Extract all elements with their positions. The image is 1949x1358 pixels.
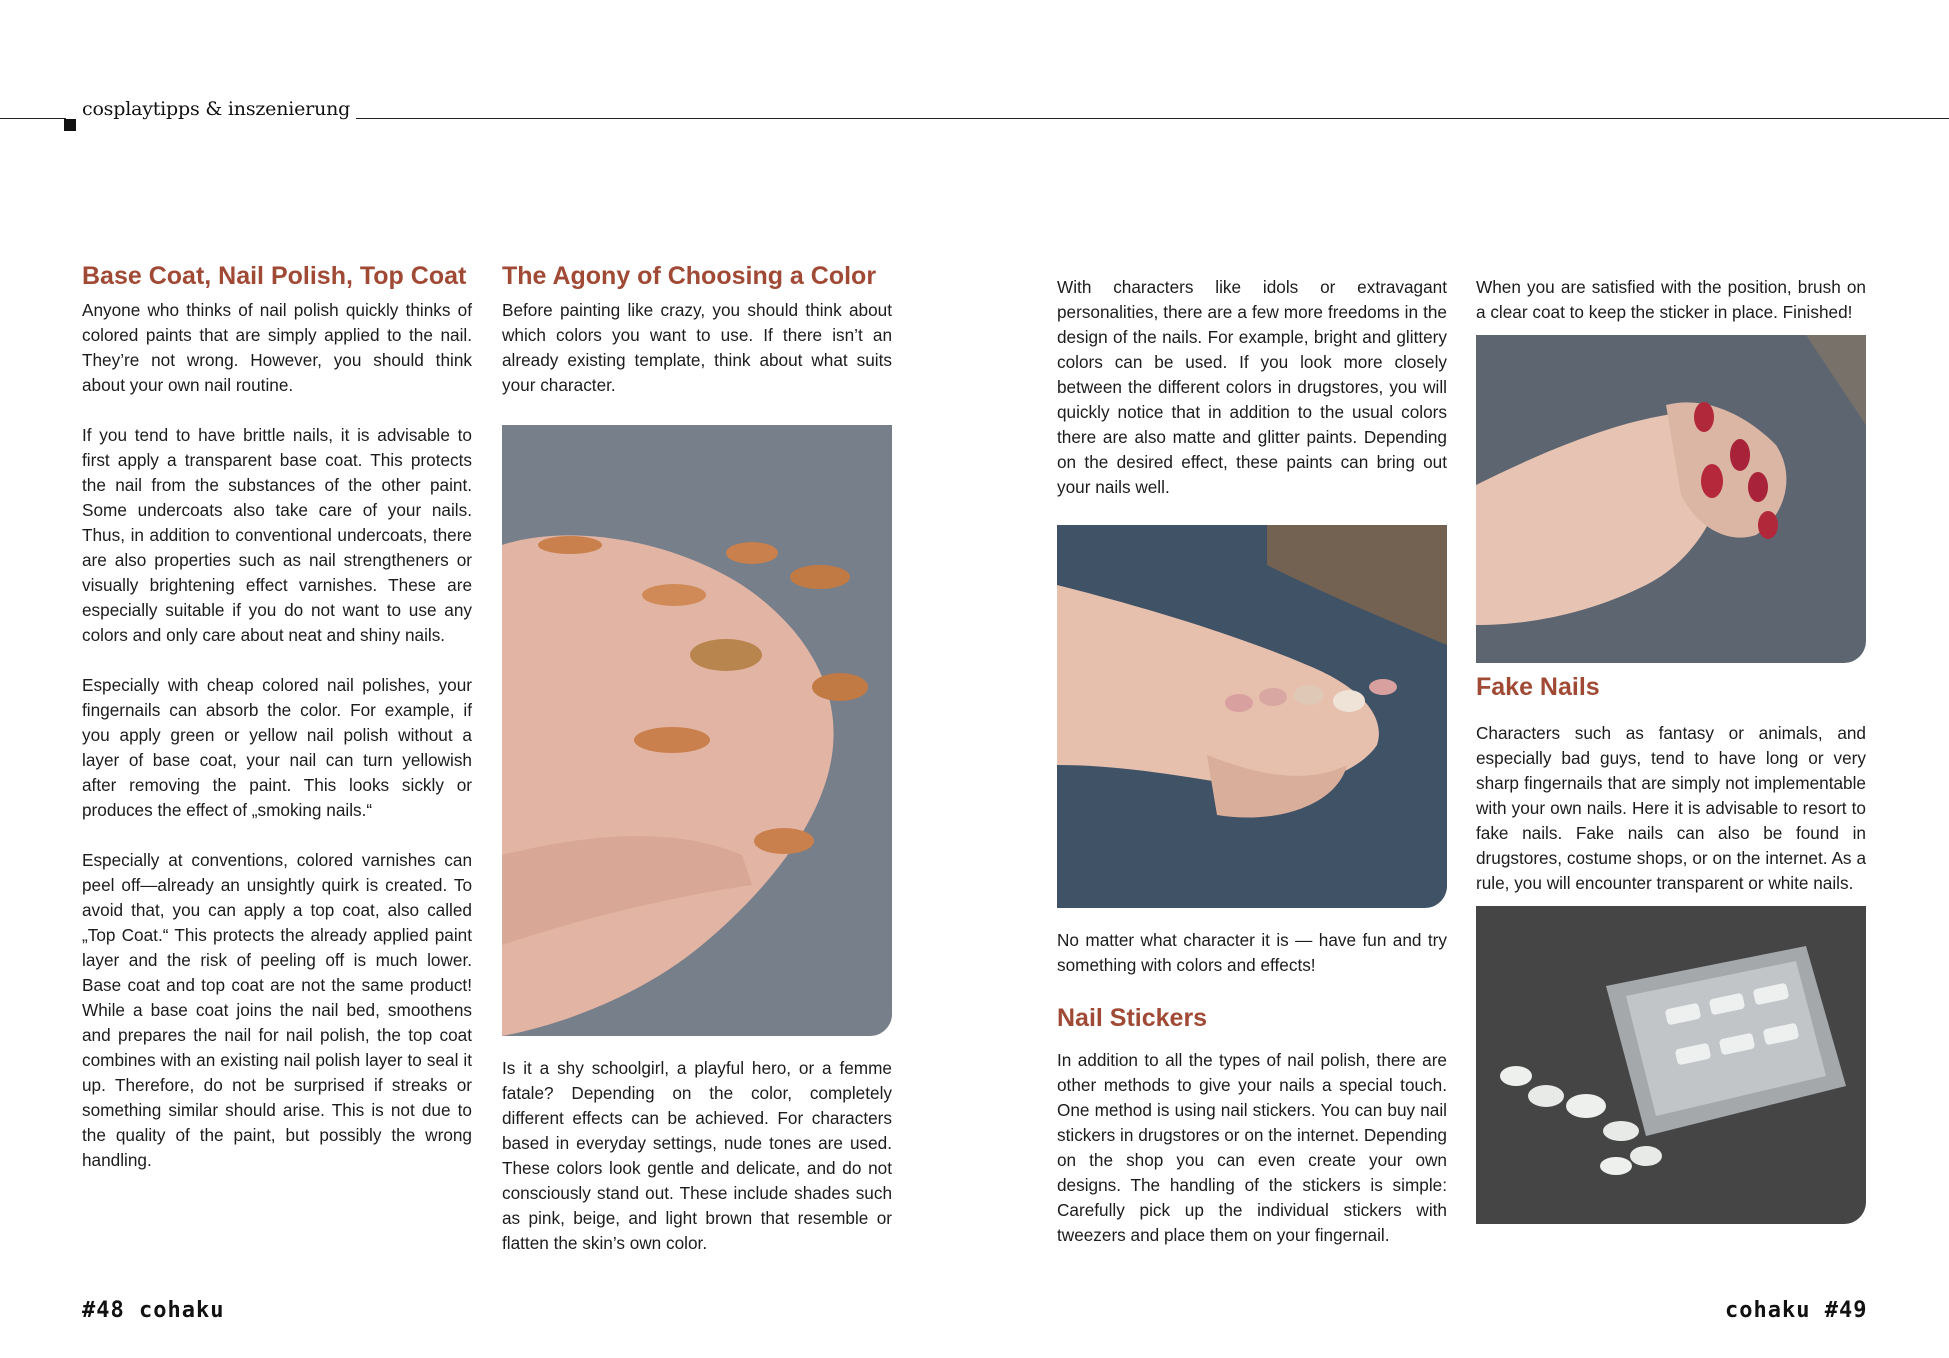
paragraph: If you tend to have brittle nails, it is advisable to first apply a transparent base coat. This protects the nail from the substances of the other paint. Some undercoats also take care of your nails. Thus, in addition to conventional undercoats, there are also properties such as nail strengtheners or visually brightening effect varnishes. These are especially suitable if you do not want to use any colors and only care about neat and shiny nails. xyxy=(82,425,472,645)
header-rule-right xyxy=(356,118,1949,119)
paragraph: Is it a shy schoolgirl, a playful hero, or a femme fatale? Depending on the color, completely different effects can be achieved. For characters based in everyday settings, nude tones are used. These colors look gentle and delicate, and do not consciously stand out. These include shades such as pink, beige, and light brown that resemble or flatten the skin’s own color. xyxy=(502,1058,892,1253)
heading-nail-stickers: Nail Stickers xyxy=(1057,1004,1208,1032)
paragraph: Especially at conventions, colored varnishes can peel off—already an unsightly quirk is created. To avoid that, you can apply a top coat, also called „Top Coat.“ This protects the already applied paint layer and the risk of peeling off is much lower. Base coat and top coat are not the same product! While a base coat joins the nail bed, smoothens and prepares the nail for nail polish, the top coat combines with an existing nail polish layer to seal it up. Therefore, do not be surprised if streaks or something similar should arise. This is not due to the quality of the paint, but possibly the wrong handling. xyxy=(82,850,472,1170)
photo-copper-nails xyxy=(502,425,892,1036)
paragraph: With characters like idols or extravagant personalities, there are a few more freedoms in the design of the nails. For example, bright and glittery colors can be used. If you look more closely between the different colors in drugstores, you will quickly notice that in addition to the usual colors there are also matte and glitter paints. Depending on the desired effect, these paints can bring out your nails well. xyxy=(1057,277,1447,497)
photo-sticker-nails xyxy=(1476,335,1866,663)
heading-fake-nails: Fake Nails xyxy=(1476,673,1600,701)
photo-fake-nails xyxy=(1476,906,1866,1224)
paragraph: No matter what character it is — have fun and try something with colors and effects! xyxy=(1057,930,1447,975)
paragraph: Especially with cheap colored nail polishes, your fingernails can absorb the color. For example, if you apply green or yellow nail polish without a layer of base coat, your nail can turn yellowish after removing the paint. This looks sickly or produces the effect of „smoking nails.“ xyxy=(82,675,472,820)
photo-pink-nails xyxy=(1057,525,1447,908)
section-label: cosplaytipps & inszenierung xyxy=(82,98,351,120)
paragraph: Anyone who thinks of nail polish quickly thinks of colored paints that are simply applied to the nail. They’re not wrong. However, you should think about your own nail routine. xyxy=(82,300,472,395)
header-rule-left xyxy=(0,118,66,119)
column-4 xyxy=(1476,260,1866,1224)
page-number-right: cohaku #49 xyxy=(1725,1298,1868,1323)
heading-base-coat: Base Coat, Nail Polish, Top Coat xyxy=(82,262,467,290)
page-number-left: #48 cohaku xyxy=(82,1298,225,1323)
column-2 xyxy=(502,260,892,1256)
header-square-marker xyxy=(64,119,76,131)
paragraph: In addition to all the types of nail polish, there are other methods to give your nails a special touch. One method is using nail stickers. You can buy nail stickers in drugstores or on the internet. Depending on the shop you can even create your own designs. The handling of the stickers is simple: Carefully pick up the individual stickers with tweezers and place them on your fingernail. xyxy=(1057,1050,1447,1245)
heading-choosing-color: The Agony of Choosing a Color xyxy=(502,262,877,290)
column-3 xyxy=(1057,260,1447,1248)
paragraph: When you are satisfied with the position, brush on a clear coat to keep the sticker in place. Finished! xyxy=(1476,277,1866,322)
column-1 xyxy=(82,260,472,1173)
paragraph: Before painting like crazy, you should think about which colors you want to use. If there isn’t an already existing template, think about what suits your character. xyxy=(502,300,892,395)
paragraph: Characters such as fantasy or animals, and especially bad guys, tend to have long or very sharp fingernails that are simply not implementable with your own nails. Here it is advisable to resort to fake nails. Fake nails can also be found in drugstores, costume shops, or on the internet. As a rule, you will encounter transparent or white nails. xyxy=(1476,723,1866,893)
